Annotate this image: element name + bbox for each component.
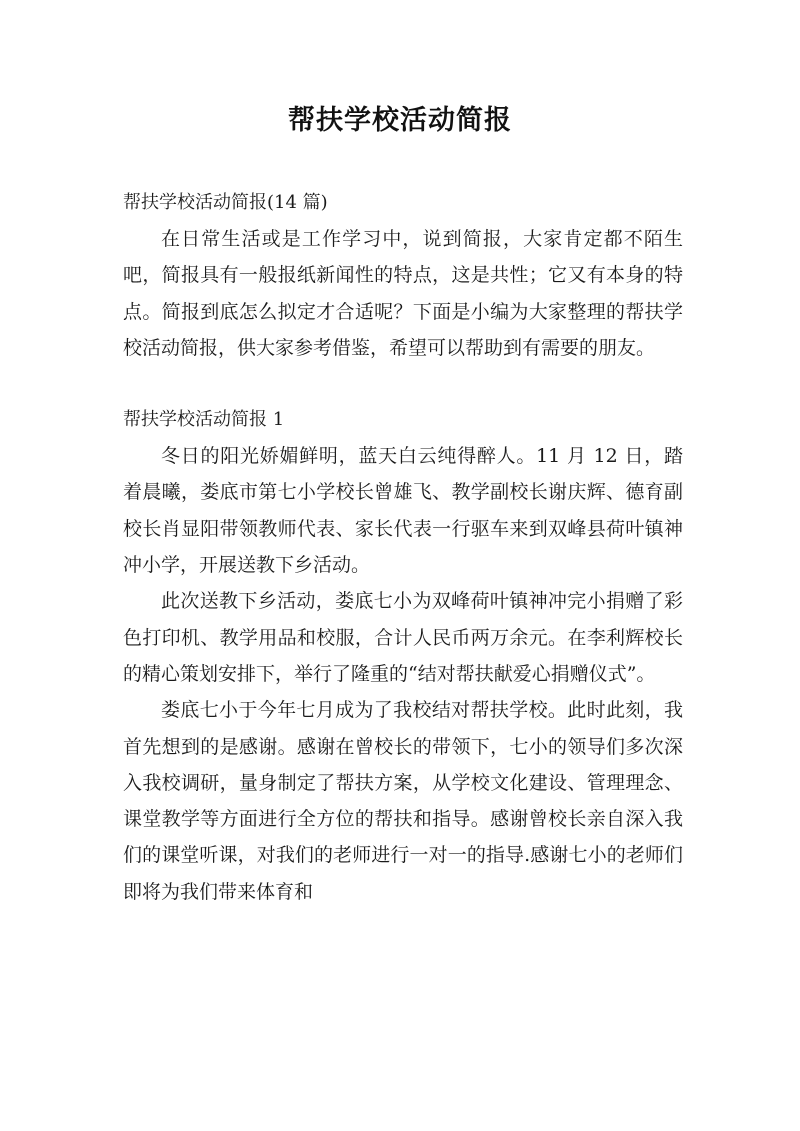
section-spacer — [123, 366, 683, 402]
section-heading: 帮扶学校活动简报 1 — [123, 409, 285, 431]
document-title: 帮扶学校活动简报 — [288, 105, 512, 136]
intro-paragraph: 在日常生活或是工作学习中，说到简报，大家肯定都不陌生吧，简报具有一般报纸新闻性的特点，这是共性；它又有本身的特点。简报到底怎么拟定才合适呢？下面是小编为大家整理的帮扶学校活动简报，供大家参考借鉴，希望可以帮助到有需要的朋友。 — [123, 228, 683, 359]
document-body — [123, 185, 683, 910]
section-paragraph: 此次送教下乡活动，娄底七小为双峰荷叶镇神冲完小捐赠了彩色打印机、教学用品和校服，合计人民币两万余元。在李利辉校长的精心策划安排下，举行了隆重的“结对帮扶献爱心捐赠仪式”。 — [123, 590, 683, 685]
intro-heading: 帮扶学校活动简报(14 篇) — [123, 192, 328, 213]
section-paragraph: 冬日的阳光娇媚鲜明，蓝天白云纯得醉人。11 月 12 日，踏着晨曦，娄底市第七小学校长曾雄飞、教学副校长谢庆辉、德育副校长肖显阳带领教师代表、家长代表一行驱车来到双峰县荷叶镇神冲小学，开展送教下乡活动。 — [123, 445, 683, 577]
section-paragraph: 娄底七小于今年七月成为了我校结对帮扶学校。此时此刻，我首先想到的是感谢。感谢在曾校长的带领下，七小的领导们多次深入我校调研，量身制定了帮扶方案，从学校文化建设、管理理念、课堂教学等方面进行全方位的帮扶和指导。感谢曾校长亲自深入我们的课堂听课，对我们的老师进行一对一的指导.感谢七小的老师们即将为我们带来体育和 — [123, 699, 683, 903]
